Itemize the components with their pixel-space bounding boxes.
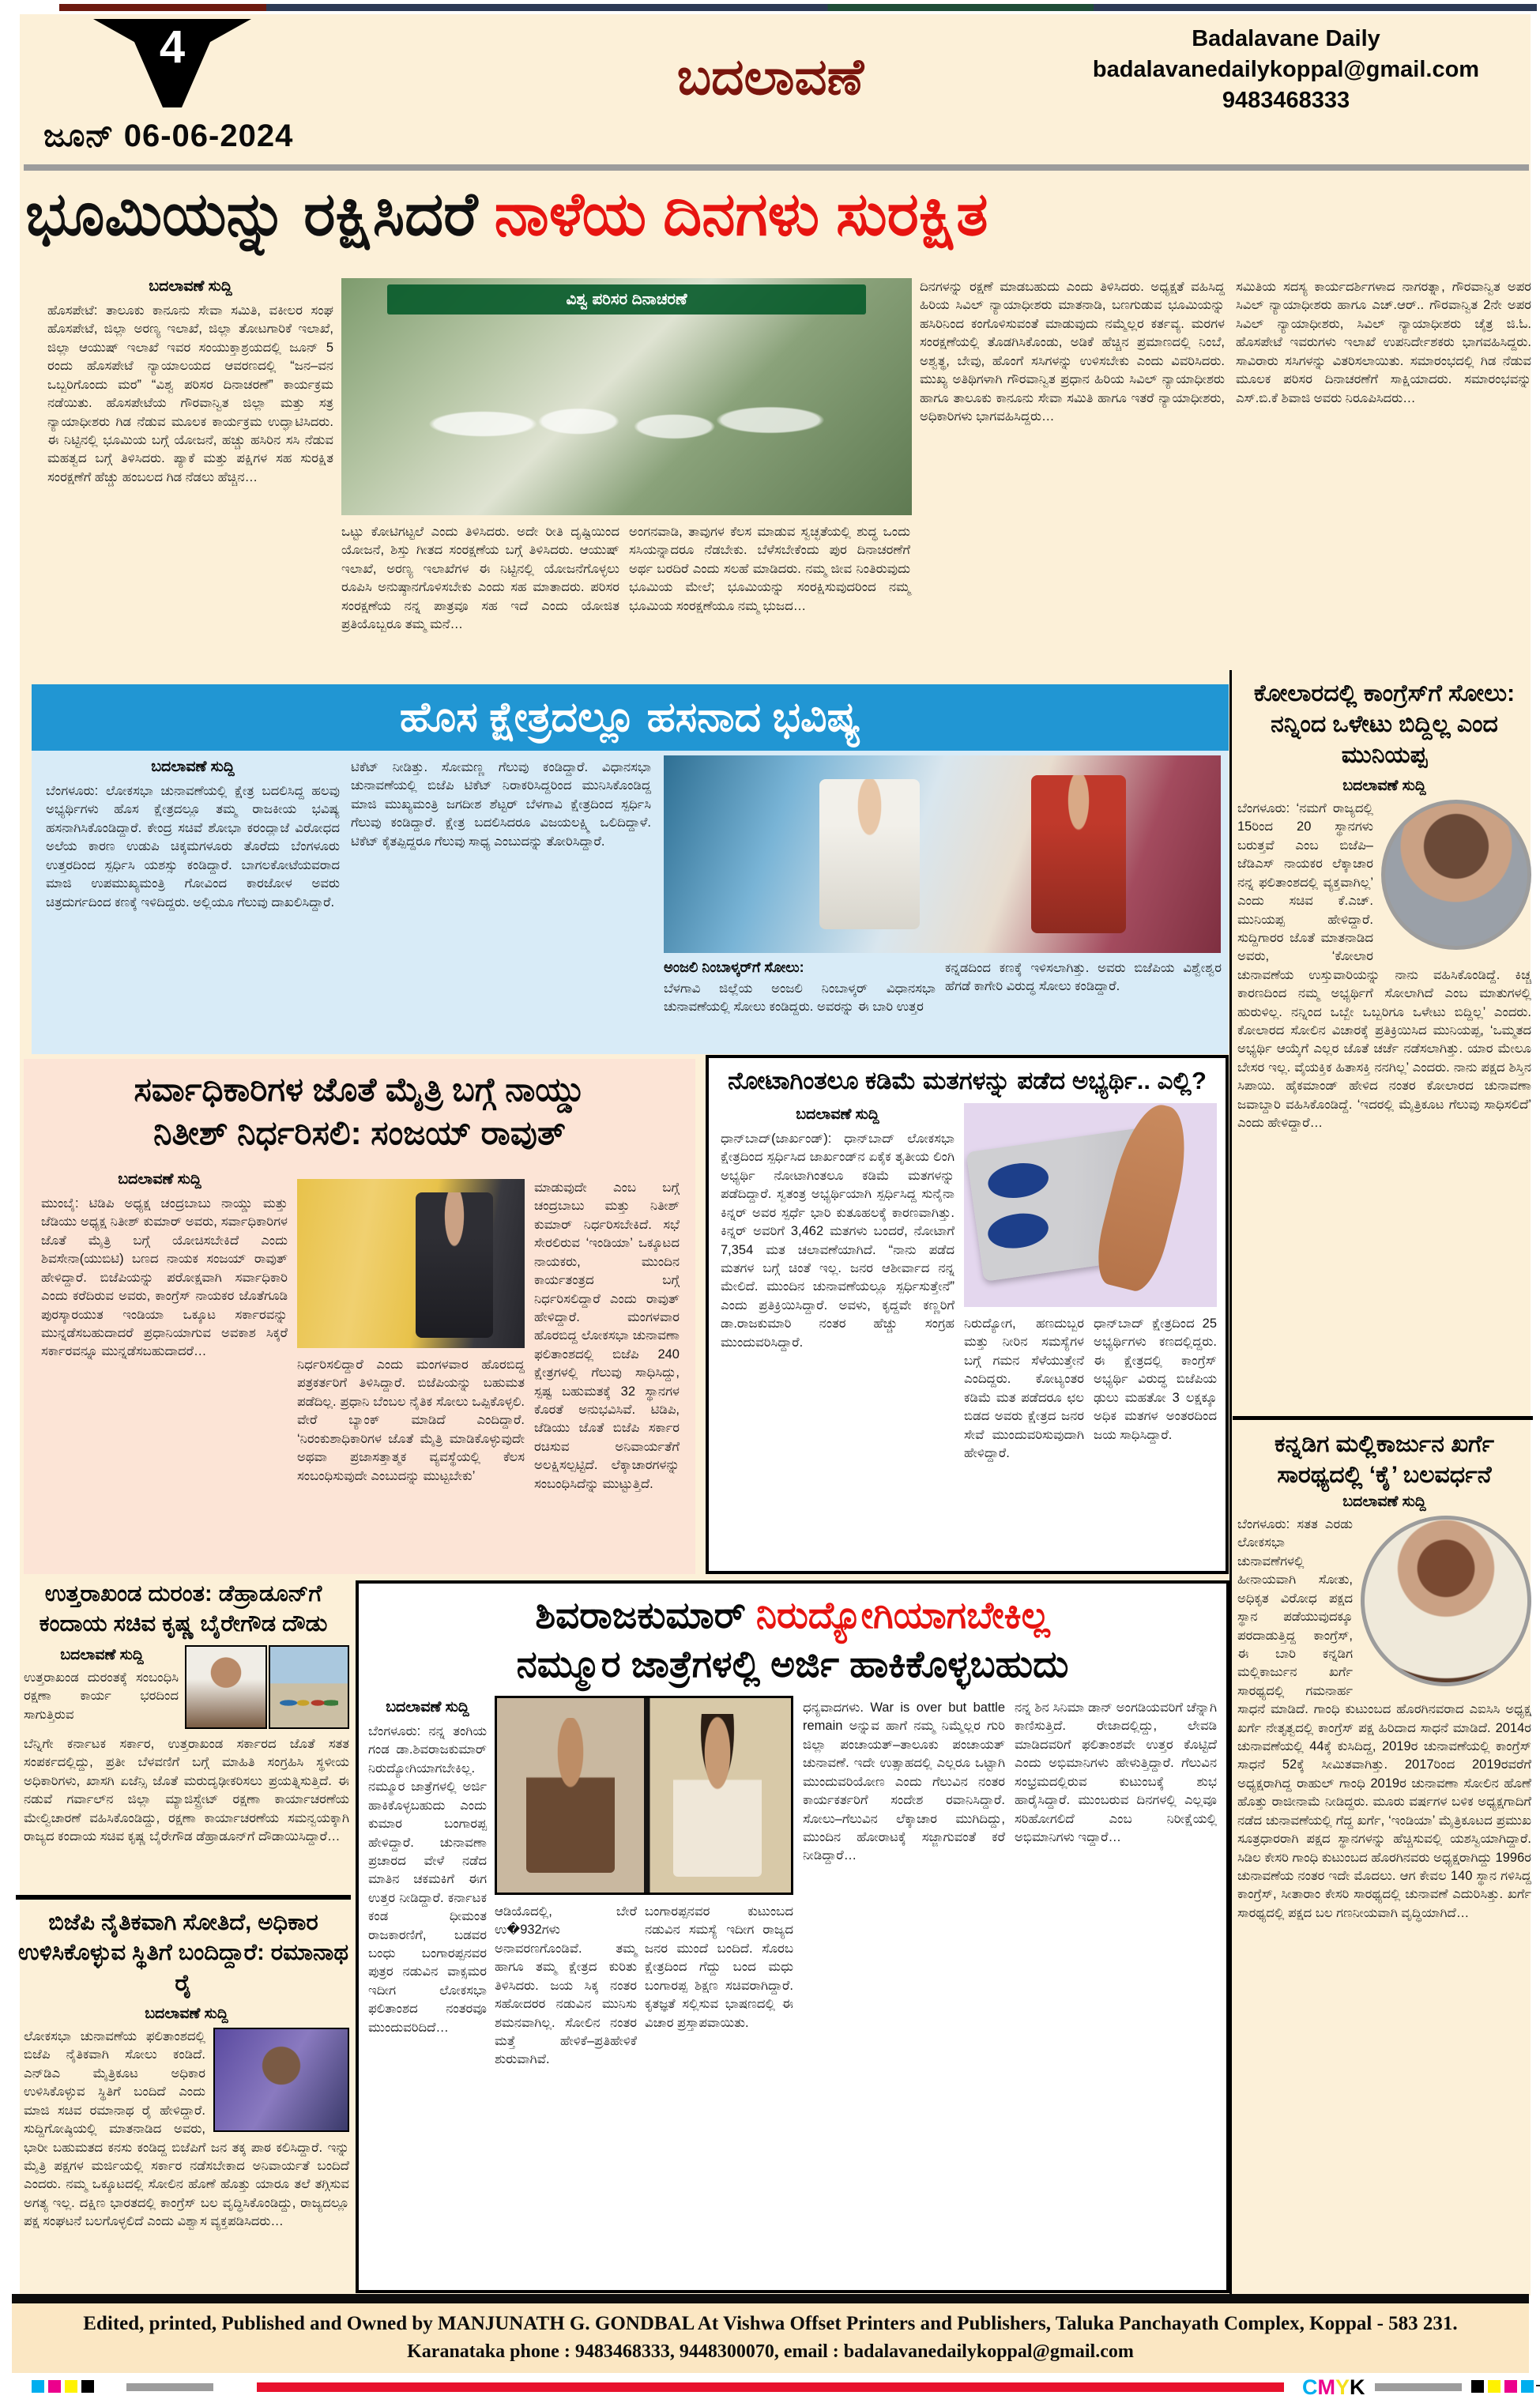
black-swatch (81, 2380, 94, 2393)
kharge-byline: ಬದಲಾವಣೆ ಸುದ್ದಿ (1342, 1493, 1426, 1510)
lead-byline: ಬದಲಾವಣೆ ಸುದ್ದಿ (149, 278, 232, 295)
footer-line2: Karanataka phone : 9483468333, 9448300070, email : badalavanedailykoppal@gmail.com (407, 2341, 1134, 2362)
raut-photo (297, 1179, 525, 1348)
shivaraj-col4: ನನ್ನ ಶಿನ ಸಿನಿಮಾ ಡಾನ್ ಅಂಗಡಿಯವರಿಗೆ ಚೆನ್ನಾಗಿ ಕಾಣಿಸುತ್ತಿದೆ. ರೇಜಾದಲ್ಲಿದ್ದು, ಲೇವಡಿ ಮಾಡಿದವರಿಗೆ ಫಲಿತಾಂಶವೇ ಉತ್ತರ ಕೊಟ್ಟಿದೆ ಎಂದು ಅಭಿಮಾನಿಗಳು ಹೇಳುತ್ತಿದ್ದಾರೆ. ಗೆಲುವಿನ ಸಂಭ್ರಮದಲ್ಲಿರುವ ಕುಟುಂಬಕ್ಕೆ ಶುಭ ಹಾರೈಸಿದ್ದಾರೆ. ಮುಂಬರುವ ದಿನಗಳಲ್ಲಿ ಎಲ್ಲವೂ ಸರಿಹೋಗಲಿದೆ ಎಂಬ ನಿರೀಕ್ಷೆಯಲ್ಲಿ ಅಭಿಮಾನಿಗಳು ಇದ್ದಾರೆ… (1015, 1701, 1217, 1844)
gray-calibration-bar-right (1375, 2383, 1462, 2391)
shivaraj-headline-black: ಶಿವರಾಜಕುಮಾರ್ (535, 1594, 756, 1636)
nota-col2b: ಧಾನ್‌ಬಾದ್ ಕ್ಷೇತ್ರದಿಂದ 25 ಅಭ್ಯರ್ಥಿಗಳು ಕಣದಲ್ಲಿದ್ದರು. ಈ ಕ್ಷೇತ್ರದಲ್ಲಿ ಕಾಂಗ್ರೆಸ್ ಅಭ್ಯರ್ಥಿ ವಿರುದ್ಧ ಬಿಜೆಪಿಯ ಢುಲು ಮಹತೋ 3 ಲಕ್ಷಕ್ಕೂ ಅಧಿಕ ಮತಗಳ ಅಂತರದಿಂದ ಜಯ ಸಾಧಿಸಿದ್ದಾರೆ. (1094, 1316, 1217, 1442)
raut-headline-l2: ನಿತೀಶ್ ನಿರ್ಧರಿಸಲಿ: ಸಂಜಯ್ ರಾವುತ್ (153, 1113, 566, 1151)
newfield-photo-speaker-left (819, 779, 920, 929)
uttarakhand-photo-rescue (269, 1645, 349, 1729)
gray-calibration-bar-left (126, 2383, 213, 2391)
top-registration-strip (59, 4, 1537, 11)
rescue-figures (280, 1692, 338, 1719)
newfield-subhead: ಅಂಜಲಿ ನಿಂಬಾಳ್ಕರ್‌ಗೆ ಸೋಲು: (664, 959, 804, 975)
red-registration-bar (257, 2382, 1284, 2392)
shivaraj-headline-l2: ನಮ್ಮೂರ ಜಾತ್ರೆಗಳಲ್ಲಿ ಅರ್ಜಿ ಹಾಕಿಕೊಳ್ಳಬಹುದು (516, 1643, 1069, 1685)
brand-name: Badalavane Daily (1192, 26, 1380, 51)
kolar-body: ಬೆಂಗಳೂರು: ‘ನಮಗೆ ರಾಜ್ಯದಲ್ಲಿ 15ರಿಂದ 20 ಸ್ಥಾನಗಳು ಬರುತ್ತವೆ ಎಂಬ ಬಿಜೆಪಿ–ಜೆಡಿಎಸ್ ನಾಯಕರ ಲೆಕ್ಕಾಚಾರ ನನ್ನ ಫಲಿತಾಂಶದಲ್ಲಿ ವ್ಯಕ್ತವಾಗಿಲ್ಲ’ ಎಂದು ಸಚಿವ ಕೆ.ಎಚ್. ಮುನಿಯಪ್ಪ ಹೇಳಿದ್ದಾರೆ. ಸುದ್ದಿಗಾರರ ಜೊತೆ ಮಾತನಾಡಿದ ಅವರು, ‘ಕೋಲಾರ ಚುನಾವಣೆಯ ಉಸ್ತುವಾರಿಯನ್ನು ನಾನು ವಹಿಸಿಕೊಂಡಿದ್ದೆ. ಕಿಚ್ಚ ಕಾರಣದಿಂದ ನಮ್ಮ ಅಭ್ಯರ್ಥಿಗೆ ಸೋಲಾಗಿದೆ ಎಂಬ ಮಾತುಗಳಲ್ಲಿ ಹುರುಳಿಲ್ಲ. ನನ್ನಿಂದ ಒಬ್ಬೇ ಒಬ್ಬರಿಗೂ ಒಳೇಟು ಬಿದ್ದಿಲ್ಲ’ ಎಂದರು. ಕೋಲಾರದ ಸೋಲಿನ ವಿಚಾರಕ್ಕೆ ಪ್ರತಿಕ್ರಿಯಿಸಿದ ಮುನಿಯಪ್ಪ, ‘ಒಮ್ಮತದ ಅಭ್ಯರ್ಥಿ ಆಯ್ಕೆಗೆ ಎಲ್ಲರ ಜೊತೆ ಚರ್ಚೆ ನಡೆಸಲಾಗಿತ್ತು. ಯಾರ ಮೇಲೂ ಬೇಸರ ಇಲ್ಲ. ವೈಯಕ್ತಿಕ ಹಿತಾಸಕ್ತಿ ನನಗಿಲ್ಲ’ ಎಂದರು. ನಾನು ಪಕ್ಷದ ಶಿಸ್ತಿನ ಸಿಪಾಯಿ. ಹೈಕಮಾಂಡ್ ಹೇಳಿದ ನಂತರ ಕೋಲಾರದ ಚುನಾವಣಾ ಜವಾಬ್ದಾರಿ ವಹಿಸಿಕೊಂಡಿದ್ದೆ. ‘ಇದರಲ್ಲಿ ಮೈತ್ರಿಕೂಟ ಗೆಲುವು ಸಾಧಿಸಲಿದೆ’ ಎಂದು ಹೇಳಿದ್ದಾರೆ… (1237, 801, 1531, 1131)
right-rail-divider (1229, 670, 1232, 2296)
newfield-col2: ಟಿಕೆಟ್ ನೀಡಿತ್ತು. ಸೋಮಣ್ಣ ಗೆಲುವು ಕಂಡಿದ್ದಾರೆ. ವಿಧಾನಸಭಾ ಚುನಾವಣೆಯಲ್ಲಿ ಬಿಜೆಪಿ ಟಿಕೆಟ್ ನಿರಾಕರಿಸಿದ್ದರಿಂದ ಮುನಿಸಿಕೊಂಡಿದ್ದ ಮಾಜಿ ಮುಖ್ಯಮಂತ್ರಿ ಜಗದೀಶ ಶೆಟ್ಟರ್ ಬೆಳಗಾವಿ ಕ್ಷೇತ್ರದಿಂದ ಸ್ಪರ್ಧಿಸಿ ಗೆಲುವು ಕಂಡಿದ್ದಾರೆ. ಕ್ಷೇತ್ರ ಬದಲಿಸಿದರೂ ವಿಜಯಲಕ್ಷ್ಮಿ ಒಲಿದಿದ್ದಾಳೆ. ಟಿಕೆಟ್ ಕೈತಪ್ಪಿದ್ದರೂ ಗೆಲುವು ಸಾಧ್ಯ ಎಂಬುದನ್ನು ತೋರಿಸಿದ್ದಾರೆ. (351, 760, 651, 849)
brand-email: badalavanedailykoppal@gmail.com (1092, 57, 1480, 83)
right-rail-rule (1233, 1416, 1533, 1420)
rai-photo (213, 2028, 349, 2132)
raut-byline: ಬದಲಾವಣೆ ಸುದ್ದಿ (118, 1171, 201, 1188)
lead-col2: ಒಟ್ಟು ಕೋಟಿಗಟ್ಟಲೆ ಎಂದು ತಿಳಿಸಿದರು. ಅದೇ ರೀತಿ ದೃಷ್ಟಿಯಿಂದ ಯೋಜನೆ, ಶಿಸ್ತು ಗೀತದ ಸಂರಕ್ಷಣೆಯ ಬಗ್ಗೆ ತಿಳಿಸಿದರು. ಆಯುಷ್ ಇಲಾಖೆ, ಅರಣ್ಯ ಇಲಾಖೆಗಳ ಈ ನಿಟ್ಟಿನಲ್ಲಿ ಯೋಜನೆಗೊಳ್ಳಲು ರೂಪಿಸಿ ಅನುಷ್ಠಾನಗೊಳಿಸಬೇಕು ಎಂದು ಸಹ ಮಾತಾದರು. ಪರಿಸರ ಸಂರಕ್ಷಣೆಯ ನನ್ನ ಪಾತ್ರವೂ ಸಹ ಇದೆ ಎಂದು ಯೋಜಿತ ಪ್ರತಿಯೊಬ್ಬರೂ ತಮ್ಮ ಮನೆ… (341, 525, 619, 632)
uttarakhand-body-b: ಬೆನ್ನಿಗೇ ಕರ್ನಾಟಕ ಸರ್ಕಾರ, ಉತ್ತರಾಖಂಡ ಸರ್ಕಾರದ ಜೊತೆ ಸತತ ಸಂಪರ್ಕದಲ್ಲಿದ್ದು, ಪ್ರತೀ ಬೆಳವಣಿಗೆ ಬಗ್ಗೆ ಮಾಹಿತಿ ಸಂಗ್ರಹಿಸಿ ಸ್ಥಳೀಯ ಅಧಿಕಾರಿಗಳು, ಖಾಸಗಿ ಏಜೆನ್ಸಿ ಜೊತೆ ಮರುದೃಢೀಕರಿಸಲು ಪ್ರಯತ್ನಿಸುತ್ತಿದೆ. ಈ ನಡುವೆ ಗರ್ವಾಲ್‌ನ ಜಿಲ್ಲಾ ಮ್ಯಾಜಿಸ್ಟ್ರೇಟ್ ರಕ್ಷಣಾ ಕಾರ್ಯಾಚರಣೆಯ ಮೇಲ್ವಿಚಾರಣೆ ವಹಿಸಿಕೊಂಡಿದ್ದು, ರಕ್ಷಣಾ ಕಾರ್ಯಾಚರಣೆಯ ಸಮನ್ವಯಕ್ಕಾಗಿ ರಾಜ್ಯದ ಕಂದಾಯ ಸಚಿವ ಕೃಷ್ಣ ಬೈರೇಗೌಡ ಡೆಹ್ರಾಡೂನ್‌ಗೆ ದೌಡಾಯಿಸಿದ್ದಾರೆ… (24, 1737, 349, 1844)
shivaraj-headline-l1 (363, 1593, 1222, 1638)
rai-body-wrap (24, 2028, 349, 2288)
lead-photo-crowd (387, 385, 866, 515)
nota-col2a: ನಿರುದ್ಯೋಗ, ಹಣದುಬ್ಬರ ಮತ್ತು ನೀರಿನ ಸಮಸ್ಯೆಗಳ ಬಗ್ಗೆ ಗಮನ ಸೆಳೆಯುತ್ತೇನೆ ಎಂದಿದ್ದರು. ಕೋಟ್ಯಂತರ ಕಡಿಮೆ ಮತ ಪಡೆದರೂ ಛಲ ಬಿಡದ ಅವರು ಕ್ಷೇತ್ರದ ಜನರ ಸೇವೆ ಮುಂದುವರಿಸುವುದಾಗಿ ಹೇಳಿದ್ದಾರೆ. (964, 1316, 1084, 1460)
newfield-headline: ಹೊಸ ಕ್ಷೇತ್ರದಲ್ಲೂ ಹಸನಾದ ಭವಿಷ್ಯ (32, 684, 1229, 751)
registration-marks (32, 2375, 1533, 2403)
raut-col2: ನಿರ್ಧರಿಸಲಿದ್ದಾರೆ ಎಂದು ಮಂಗಳವಾರ ಹೊರಬಿದ್ದ ಪತ್ರಕರ್ತರಿಗೆ ತಿಳಿಸಿದ್ದಾರೆ. ಬಿಜೆಪಿಯನ್ನು ಬಹುಮತ ಪಡೆದಿಲ್ಲ. ಪ್ರಧಾನಿ ಬೆಂಬಲ ನೈತಿಕ ಸೋಲು ಒಪ್ಪಿಕೊಳ್ಳಲಿ. ವೇರೆ ಬ್ಯಾಂಕ್ ಮಾಡಿದೆ ಎಂದಿದ್ದಾರೆ. ‘ನಿರಂಕುಶಾಧಿಕಾರಿಗಳ ಜೊತೆ ಮೈತ್ರಿ ಮಾಡಿಕೊಳ್ಳುವುದೇ ಅಥವಾ ಪ್ರಜಾಸತ್ತಾತ್ಮಕ ವ್ಯವಸ್ಥೆಯಲ್ಲಿ ಕೆಲಸ ಸಂಬಂಧಿಸುವುದೇ ಎಂಬುದನ್ನು ಮುಟ್ಟಬೇಕು’ (297, 1358, 525, 1483)
newfield-col1: ಬೆಂಗಳೂರು: ಲೋಕಸಭಾ ಚುನಾವಣೆಯಲ್ಲಿ ಕ್ಷೇತ್ರ ಬದಲಿಸಿದ್ದ ಹಲವು ಅಭ್ಯರ್ಥಿಗಳು ಹೊಸ ಕ್ಷೇತ್ರದಲ್ಲೂ ತಮ್ಮ ರಾಜಕೀಯ ಭವಿಷ್ಯ ಹಸನಾಗಿಸಿಕೊಂಡಿದ್ದಾರೆ. ಕೇಂದ್ರ ಸಚಿವೆ ಶೋಭಾ ಕರಂದ್ಲಾಜೆ ವಿರೋಧದ ಅಲೆಯ ಕಾರಣ ಉಡುಪಿ ಚಿಕ್ಕಮಗಳೂರು ತೊರೆದು ಬೆಂಗಳೂರು ಉತ್ತರದಿಂದ ಸ್ಪರ್ಧಿಸಿ ಯಶಸ್ಸು ಕಂಡಿದ್ದಾರೆ. ಬಾಗಲಕೋಟೆಯವರಾದ ಮಾಜಿ ಉಪಮುಖ್ಯಮಂತ್ರಿ ಗೋವಿಂದ ಕಾರಜೋಳ ಅವರು ಚಿತ್ರದುರ್ಗದಿಂದ ಕಣಕ್ಕೆ ಇಳಿದಿದ್ದರು. ಅಲ್ಲಿಯೂ ಗೆಲುವು ದಾಖಲಿಸಿದ್ದಾರೆ. (46, 784, 340, 910)
lead-col3: ಅಂಗನವಾಡಿ, ತಾವುಗಳ ಕೆಲಸ ಮಾಡುವ ಸ್ವಚ್ಛತೆಯಲ್ಲಿ ಶುದ್ಧ ಒಂದು ಸಸಿಯನ್ನಾದರೂ ನೆಡಬೇಕು. ಬೆಳೆಸಬೇಕೆಂದು ಪುರ ದಿನಾಚರಣೆಗೆ ಅರ್ಥ ಬರದಿರೆ ಎಂದು ಸಲಹೆ ಮಾಡಿದರು. ನಮ್ಮ ಜೀವ ನಿಂತಿರುವುದು ಭೂಮಿಯ ಮೇಲೆ; ಭೂಮಿಯನ್ನು ಸಂರಕ್ಷಿಸುವುದರಿಂದ ನಮ್ಮ ಭೂಮಿಯ ಸಂರಕ್ಷಣೆಯೂ ನಮ್ಮ ಭುಜದ… (629, 525, 910, 613)
yellow-swatch-right (1488, 2380, 1500, 2393)
kolar-body-wrap (1237, 800, 1531, 1410)
rai-byline: ಬದಲಾವಣೆ ಸುದ್ದಿ (145, 2006, 228, 2022)
cmyk-c: C (1302, 2375, 1318, 2399)
magenta-swatch (48, 2380, 61, 2393)
uttarakhand-body-a: ಉತ್ತರಾಖಂಡ ದುರಂತಕ್ಕೆ ಸಂಬಂಧಿಸಿ ರಕ್ಷಣಾ ಕಾರ್ಯ ಭರದಿಂದ ಸಾಗುತ್ತಿರುವ (24, 1670, 179, 1722)
shivaraj-col3: ಧನ್ಯವಾದಗಳು. War is over but battle remain ಅನ್ನುವ ಹಾಗೆ ನಮ್ಮ ನಿಮ್ಮೆಲ್ಲರ ಗುರಿ ಜಿಲ್ಲಾ ಪಂಚಾಯತ್–ತಾಲೂಕು ಪಂಚಾಯತ್ ಚುನಾವಣೆ. ಇದೇ ಉತ್ಸಾಹದಲ್ಲಿ ಎಲ್ಲರೂ ಒಟ್ಟಾಗಿ ಮುಂದುವರಿಯೋಣ ಎಂದು ಗೆಲುವಿನ ನಂತರ ಕಾರ್ಯಕರ್ತರಿಗೆ ಸಂದೇಶ ರವಾನಿಸಿದ್ದಾರೆ. ಸೋಲು–ಗೆಲುವಿನ ಲೆಕ್ಕಾಚಾರ ಮುಗಿದಿದ್ದು, ಮುಂದಿನ ಹೋರಾಟಕ್ಕೆ ಸಜ್ಜಾಗುವಂತೆ ಕರೆ ನೀಡಿದ್ದಾರೆ… (803, 1701, 1005, 1863)
yellow-swatch (65, 2380, 77, 2393)
lead-headline-black: ಭೂಮಿಯನ್ನು ರಕ್ಷಿಸಿದರೆ (25, 181, 495, 248)
shivaraj-byline: ಬದಲಾವಣೆ ಸುದ್ದಿ (386, 1699, 469, 1716)
cmyk-k: K (1350, 2375, 1365, 2399)
lead-col1: ಹೊಸಪೇಟೆ: ತಾಲೂಕು ಕಾನೂನು ಸೇವಾ ಸಮಿತಿ, ವಕೀಲರ ಸಂಘ ಹೊಸಪೇಟೆ, ಜಿಲ್ಲಾ ಅರಣ್ಯ ಇಲಾಖೆ, ಜಿಲ್ಲಾ ತೋಟಗಾರಿಕೆ ಇಲಾಖೆ, ಜಿಲ್ಲಾ ಆಯುಷ್ ಇಲಾಖೆ ಇವರ ಸಂಯುಕ್ತಾಶ್ರಯದಲ್ಲಿ ಜೂನ್ 5 ರಂದು ಹೊಸಪೇಟೆ ನ್ಯಾಯಾಲಯದ ಆವರಣದಲ್ಲಿ “ಜನ–ವನ ಒಬ್ಬರಿಗೊಂದು ಮರ” “ವಿಶ್ವ ಪರಿಸರ ದಿನಾಚರಣೆ” ಕಾರ್ಯಕ್ರಮ ನಡೆಯಿತು. ಹೊಸಪೇಟೆಯ ಗೌರವಾನ್ವಿತ ಜಿಲ್ಲಾ ಮತ್ತು ಸತ್ರ ನ್ಯಾಯಾಧೀಶರು ಗಿಡ ನೆಡುವ ಮೂಲಕ ಕಾರ್ಯಕ್ರಮ ಉದ್ಘಾಟಿಸಿದರು. ಈ ನಿಟ್ಟಿನಲ್ಲಿ ಭೂಮಿಯ ಬಗ್ಗೆ ಯೋಜನೆ, ಹಚ್ಚು ಹಸಿರಿನ ಸಸಿ ನೆಡುವ ಮಹತ್ವದ ಬಗ್ಗೆ ತಿಳಿಸಿದರು. ಪ್ಯಾಕೆ ಮತ್ತು ಪಕ್ಷಿಗಳ ಸಹ ಸುರಕ್ಷಿತ ಸಂರಕ್ಷಣೆಗೆ ಹೆಚ್ಚು ಹಂಬಲದ ಗಿಡ ನೆಡಲು ಹೆಚ್ಚಿನ… (47, 303, 333, 484)
raut-headline-l1: ಸರ್ವಾಧಿಕಾರಿಗಳ ಜೊತೆ ಮೈತ್ರಿ ಬಗ್ಗೆ ನಾಯ್ಡು (134, 1071, 586, 1108)
newfield-photo (664, 755, 1221, 953)
lead-headline (25, 180, 1531, 250)
kharge-headline: ಕನ್ನಡಿಗ ಮಲ್ಲಿಕಾರ್ಜುನ ಖರ್ಗೆ ಸಾರಥ್ಯದಲ್ಲಿ ‘ಕೈ’ ಬಲವರ್ಧನೆ (1274, 1431, 1495, 1488)
kolar-headline: ಕೋಲಾರದಲ್ಲಿ ಕಾಂಗ್ರೆಸ್‌ಗೆ ಸೋಲು: ನನ್ನಿಂದ ಒಳೇಟು ಬಿದ್ದಿಲ್ಲ ಎಂದ ಮುನಿಯಪ್ಪ (1253, 680, 1516, 768)
nota-headline: ನೋಟಾಗಿಂತಲೂ ಕಡಿಮೆ ಮತಗಳನ್ನು ಪಡೆದ ಅಭ್ಯರ್ಥಿ.. ಎಲ್ಲಿ? (728, 1067, 1207, 1094)
uttarakhand-headline: ಉತ್ತರಾಖಂಡ ದುರಂತ: ಡೆಹ್ರಾಡೂನ್‌ಗೆ ಕಂದಾಯ ಸಚಿವ ಕೃಷ್ಣ ಬೈರೇಗೌಡ ದೌಡು (39, 1581, 328, 1637)
shivaraj-col2b: ಬಂಗಾರಪ್ಪನವರ ಕುಟುಂಬದ ನಡುವಿನ ಸಮಸ್ಯೆ ಇದೀಗ ರಾಜ್ಯದ ಜನರ ಮುಂದೆ ಬಂದಿದೆ. ಸೊರಬ ಕ್ಷೇತ್ರದಿಂದ ಗೆದ್ದು ಬಂದ ಮಧು ಬಂಗಾರಪ್ಪ ಶಿಕ್ಷಣ ಸಚಿವರಾಗಿದ್ದಾರೆ. ಕೃತಜ್ಞತೆ ಸಲ್ಲಿಸುವ ಭಾಷಣದಲ್ಲಿ ಈ ವಿಚಾರ ಪ್ರಸ್ತಾಪವಾಯಿತು. (645, 1904, 793, 2030)
lead-col5: ಸಮಿತಿಯ ಸದಸ್ಯ ಕಾರ್ಯದರ್ಶಿಗಳಾದ ನಾಗರತ್ನಾ, ಗೌರವಾನ್ವಿತ ಅಪರ ಸಿವಿಲ್ ನ್ಯಾಯಾಧೀಶರು ಹಾಗೂ ಎಚ್.ಆರ್.. ಗೌರವಾನ್ವಿತ 2ನೇ ಅಪರ ಸಿವಿಲ್ ನ್ಯಾಯಾಧೀಶರು, ಸಿವಿಲ್ ನ್ಯಾಯಾಧೀಶರು ಚೈತ್ರ ಜಿ.ಓ. ಹೊಸಪೇಟೆ ಇವರುಗಳು ಇಲಾಖೆ ಉಪನಿರ್ದೇಶಕರು ಭಾಗವಹಿಸಿದ್ದರು. ಸಾವಿರಾರು ಸಸಿಗಳನ್ನು ವಿತರಿಸಲಾಯಿತು. ಸಮಾರಂಭದಲ್ಲಿ ಗಿಡ ನೆಡುವ ಮೂಲಕ ಪರಿಸರ ದಿನಾಚರಣೆಗೆ ಸಾಕ್ಷಿಯಾದರು. ಸಮಾರಂಭವನ್ನು ಎಸ್.ಬಿ.ಕೆ ಶಿವಾಜಿ ಅವರು ನಿರೂಪಿಸಿದರು… (1236, 280, 1531, 405)
kharge-photo (1361, 1516, 1531, 1686)
brand-phone: 9483468333 (1222, 88, 1350, 114)
masthead-title: ಬದಲಾವಣೆ (676, 48, 864, 105)
page-number: 4 (159, 21, 186, 73)
lead-headline-red: ನಾಳೆಯ ದಿನಗಳು ಸುರಕ್ಷಿತ (494, 181, 988, 248)
black-swatch-right (1471, 2380, 1484, 2393)
shivaraj-col2a: ಆಡಿಯೊದಲ್ಲಿ, ಬೇರೆ ಉ�932ಗಳು ಅನಾವರಣಗೊಂಡಿವೆ. ತಮ್ಮ ಹಾಗೂ ತಮ್ಮ ಕ್ಷೇತ್ರದ ಕುರಿತು ತಿಳಿಸಿದರು. ಜಯ ಸಿಕ್ಕ ನಂತರ ಸಹೋದರರ ನಡುವಿನ ಮುನಿಸು ಶಮನವಾಗಿಲ್ಲ. ಸೋಲಿನ ನಂತರ ಮತ್ತೆ ಹೇಳಿಕೆ–ಪ್ರತಿಹೇಳಿಕೆ ಶುರುವಾಗಿವೆ. (495, 1904, 637, 2067)
uttarakhand-byline: ಬದಲಾವಣೆ ಸುದ್ದಿ (60, 1647, 144, 1663)
raut-col3: ಮಾಡುವುದೇ ಎಂಬ ಬಗ್ಗೆ ಚಂದ್ರಬಾಬು ಮತ್ತು ನಿತೀಶ್ ಕುಮಾರ್ ನಿರ್ಧರಿಸಬೇಕಿದೆ. ಸಭೆ ಸೇರಲಿರುವ ‘ಇಂಡಿಯಾ’ ಒಕ್ಕೂಟದ ನಾಯಕರು, ಮುಂದಿನ ಕಾರ್ಯತಂತ್ರದ ಬಗ್ಗೆ ನಿರ್ಧರಿಸಲಿದ್ದಾರೆ ಎಂದು ರಾವುತ್ ಹೇಳಿದ್ದಾರೆ. ಮಂಗಳವಾರ ಹೊರಬಿದ್ದ ಲೋಕಸಭಾ ಚುನಾವಣಾ ಫಲಿತಾಂಶದಲ್ಲಿ ಬಿಜೆಪಿ 240 ಕ್ಷೇತ್ರಗಳಲ್ಲಿ ಗೆಲುವು ಸಾಧಿಸಿದ್ದು, ಸ್ಪಷ್ಟ ಬಹುಮತಕ್ಕೆ 32 ಸ್ಥಾನಗಳ ಕೊರತೆ ಅನುಭವಿಸಿವೆ. ಟಿಡಿಪಿ, ಜೆಡಿಯು ಜೊತೆ ಬಿಜೆಪಿ ಸರ್ಕಾರ ರಚಿಸುವ ಅನಿವಾರ್ಯತೆಗೆ ಅಲಕ್ಷಿಸಲ್ಪಟ್ಟಿದೆ. ಲೆಕ್ಕಾಚಾರಗಳನ್ನು ಸಂಬಂಧಿಸಿದೆನ್ನು ಮುಟ್ಟುತ್ತಿದೆ. (534, 1181, 680, 1491)
nota-photo (964, 1103, 1217, 1307)
newfield-byline: ಬದಲಾವಣೆ ಸುದ್ದಿ (151, 759, 235, 775)
masthead-rule (24, 164, 1529, 171)
footer-black-bar (12, 2294, 1529, 2303)
raut-photo-figure (416, 1192, 493, 1338)
upendra-portrait (673, 1714, 762, 1878)
kharge-body-wrap (1237, 1516, 1531, 2292)
kolar-byline: ಬದಲಾವಣೆ ಸುದ್ದಿ (1342, 778, 1426, 794)
lead-col4: ದಿನಗಳನ್ನು ರಕ್ಷಣೆ ಮಾಡಬಹುದು ಎಂದು ತಿಳಿಸಿದರು. ಅಧ್ಯಕ್ಷತೆ ವಹಿಸಿದ್ದ ಹಿರಿಯ ಸಿವಿಲ್ ನ್ಯಾಯಾಧೀಶರು ಮಾತನಾಡಿ, ಬಣಗುಡುವ ಭೂಮಿಯನ್ನು ಹಸಿರಿನಿಂದ ಕಂಗೊಳಿಸುವಂತೆ ಮಾಡುವುದು ನಮ್ಮೆಲ್ಲರ ಕರ್ತವ್ಯ. ಮರಗಳ ಸಂರಕ್ಷಣೆಯಲ್ಲಿ ತೊಡಗಿಸಿಕೊಂಡು, ಅಡಿಕೆ ಹೆಚ್ಚಿನ ಪ್ರಮಾಣದಲ್ಲಿ ನಿಂಬೆ, ಅಶ್ವತ್ಥ, ಬೇವು, ಹೊಂಗೆ ಸಸಿಗಳನ್ನು ಉಳಿಸಬೇಕು ಎಂದು ವಿವರಿಸಿದರು. ಮುಖ್ಯ ಅತಿಥಿಗಳಾಗಿ ಗೌರವಾನ್ವಿತ ಪ್ರಧಾನ ಹಿರಿಯ ಸಿವಿಲ್ ನ್ಯಾಯಾಧೀಶರು ಹಾಗೂ ತಾಲೂಕು ಕಾನೂನು ಸೇವಾ ಸಮಿತಿ ಹಾಗೂ ಇತರೆ ನ್ಯಾಯಾಧೀಶರು, ಅಧಿಕಾರಿಗಳು ಭಾಗವಹಿಸಿದ್ದರು… (920, 280, 1225, 424)
footer-imprint (12, 2303, 1529, 2373)
kharge-body: ಬೆಂಗಳೂರು: ಸತತ ಎರಡು ಲೋಕಸಭಾ ಚುನಾವಣೆಗಳಲ್ಲಿ ಹೀನಾಯವಾಗಿ ಸೋತು, ಅಧಿಕೃತ ವಿರೋಧ ಪಕ್ಷದ ಸ್ಥಾನ ಪಡೆಯುವುದಕ್ಕೂ ಪರದಾಡುತ್ತಿದ್ದ ಕಾಂಗ್ರೆಸ್, ಈ ಬಾರಿ ಕನ್ನಡಿಗ ಮಲ್ಲಿಕಾರ್ಜುನ ಖರ್ಗೆ ಸಾರಥ್ಯದಲ್ಲಿ ಗಮನಾರ್ಹ ಸಾಧನೆ ಮಾಡಿದೆ. ಗಾಂಧಿ ಕುಟುಂಬದ ಹೊರಗಿನವರಾದ ಎಐಸಿಸಿ ಅಧ್ಯಕ್ಷ ಖರ್ಗೆ ನೇತೃತ್ವದಲ್ಲಿ ಕಾಂಗ್ರೆಸ್ ಪಕ್ಷ ಹಿರಿದಾದ ಸಾಧನೆ ಮಾಡಿದೆ. 2014ರ ಚುನಾವಣೆಯಲ್ಲಿ 44ಕ್ಕೆ ಕುಸಿದಿದ್ದ, 2019ರ ಚುನಾವಣೆಯಲ್ಲಿ ಕಾಂಗ್ರೆಸ್ ಸಾಧನೆ 52ಕ್ಕೆ ಸೀಮಿತವಾಗಿತ್ತು. 2017ರಿಂದ 2019ರವರೆಗೆ ಅಧ್ಯಕ್ಷರಾಗಿದ್ದ ರಾಹುಲ್ ಗಾಂಧಿ 2019ರ ಚುನಾವಣಾ ಸೋಲಿನ ಹೊಣೆ ಹೊತ್ತು ರಾಜೀನಾಮೆ ನೀಡಿದ್ದರು. ಮೂರು ವರ್ಷಗಳ ಬಳಿಕ ಅಧ್ಯಕ್ಷಗಾದಿಗೆ ನಡೆದ ಚುನಾವಣೆಯಲ್ಲಿ ಗೆದ್ದ ಖರ್ಗೆ, ‘ಇಂಡಿಯಾ’ ಮೈತ್ರಿಕೂಟದ ಪ್ರಮುಖ ಸೂತ್ರಧಾರರಾಗಿ ಪಕ್ಷದ ಸ್ಥಾನಗಳನ್ನು ಹೆಚ್ಚಿಸುವಲ್ಲಿ ಯಶಸ್ವಿಯಾಗಿದ್ದಾರೆ. ಸಿಡಿಲ ಕೇಸರಿ ಗಾಂಧಿ ಕುಟುಂಬದ ಹೊರಗಿನವರು ಅಧ್ಯಕ್ಷರಾಗಿದ್ದು 1996ರ ಚುನಾವಣೆಯ ನಂತರ ಇದೇ ಮೊದಲು. ಆಗ ಕೇವಲ 140 ಸ್ಥಾನ ಗಳಿಸಿದ್ದ ಕಾಂಗ್ರೆಸ್, ಸೀತಾರಾಂ ಕೇಸರಿ ಸಾರಥ್ಯದಲ್ಲಿ ಚುನಾವಣೆ ಎದುರಿಸಿತ್ತು. ಖರ್ಗೆ ಸಾರಥ್ಯದಲ್ಲಿ ಪಕ್ಷದ ಬಲ ಗಣನೀಯವಾಗಿ ವೃದ್ಧಿಯಾಗಿದೆ… (1237, 1517, 1531, 1920)
newfield-col3: ಬೆಳಗಾವಿ ಜಿಲ್ಲೆಯ ಅಂಜಲಿ ನಿಂಬಾಳ್ಕರ್ ವಿಧಾನಸಭಾ ಚುನಾವಣೆಯಲ್ಲಿ ಸೋಲು ಕಂಡಿದ್ದರು. ಅವರನ್ನು ಈ ಬಾರಿ ಉತ್ತರ (664, 981, 936, 1015)
evm-button (986, 1160, 1050, 1202)
lead-photo (341, 278, 912, 515)
shivaraj-headline-red: ನಿರುದ್ಯೋಗಿಯಾಗಬೇಕಿಲ್ಲ (755, 1594, 1050, 1636)
left-rail-rule (16, 1895, 351, 1900)
rai-body: ಲೋಕಸಭಾ ಚುನಾವಣೆಯ ಫಲಿತಾಂಶದಲ್ಲಿ ಬಿಜೆಪಿ ನೈತಿಕವಾಗಿ ಸೋಲು ಕಂಡಿದೆ. ಎನ್‌ಡಿಎ ಮೈತ್ರಿಕೂಟ ಅಧಿಕಾರ ಉಳಿಸಿಕೊಳ್ಳುವ ಸ್ಥಿತಿಗೆ ಬಂದಿದೆ ಎಂದು ಮಾಜಿ ಸಚಿವ ರಮಾನಾಥ ರೈ ಹೇಳಿದ್ದಾರೆ. ಸುದ್ದಿಗೋಷ್ಠಿಯಲ್ಲಿ ಮಾತನಾಡಿದ ಅವರು, ಭಾರೀ ಬಹುಮತದ ಕನಸು ಕಂಡಿದ್ದ ಬಿಜೆಪಿಗೆ ಜನ ತಕ್ಕ ಪಾಠ ಕಲಿಸಿದ್ದಾರೆ. ಇನ್ನು ಮೈತ್ರಿ ಪಕ್ಷಗಳ ಮರ್ಜಿಯಲ್ಲಿ ಸರ್ಕಾರ ನಡೆಸಬೇಕಾದ ಅನಿವಾರ್ಯತೆ ಬಂದಿದೆ ಎಂದರು. ನಮ್ಮ ಒಕ್ಕೂಟದಲ್ಲಿ ಸೋಲಿನ ಹೊಣೆ ಹೊತ್ತು ಯಾರೂ ತಲೆ ತಗ್ಗಿಸುವ ಅಗತ್ಯ ಇಲ್ಲ. ದಕ್ಷಿಣ ಭಾರತದಲ್ಲಿ ಕಾಂಗ್ರೆಸ್ ಬಲ ವೃದ್ಧಿಸಿಕೊಂಡಿದ್ದು, ರಾಜ್ಯದಲ್ಲೂ ಪಕ್ಷ ಸಂಘಟನೆ ಬಲಗೊಳ್ಳಲಿದೆ ಎಂದು ವಿಶ್ವಾಸ ವ್ಯಕ್ತಪಡಿಸಿದರು… (24, 2029, 349, 2229)
rai-headline: ಬಿಜೆಪಿ ನೈತಿಕವಾಗಿ ಸೋತಿದೆ, ಅಧಿಕಾರ ಉಳಿಸಿಕೊಳ್ಳುವ ಸ್ಥಿತಿಗೆ ಬಂದಿದ್ದಾರೆ: ರಮಾನಾಥ ರೈ (17, 1910, 349, 1996)
cyan-swatch-right (1521, 2380, 1534, 2393)
lead-photo-banner: ವಿಶ್ವ ಪರಿಸರ ದಿನಾಚರಣೆ (387, 284, 867, 314)
newfield-photo-speaker-right (1031, 775, 1126, 933)
cmyk-label (1302, 2375, 1365, 2400)
shivaraj-col1: ಬೆಂಗಳೂರು: ನನ್ನ ತಂಗಿಯ ಗಂಡ ಡಾ.ಶಿವರಾಜಕುಮಾರ್ ನಿರುದ್ಯೋಗಿಯಾಗಬೇಕಿಲ್ಲ. ನಮ್ಮೂರ ಜಾತ್ರೆಗಳಲ್ಲಿ ಅರ್ಜಿ ಹಾಕಿಕೊಳ್ಳಬಹುದು ಎಂದು ಕುಮಾರ ಬಂಗಾರಪ್ಪ ಹೇಳಿದ್ದಾರೆ. ಚುನಾವಣಾ ಪ್ರಚಾರದ ವೇಳೆ ನಡೆದ ಮಾತಿನ ಚಕಮಕಿಗೆ ಈಗ ಉತ್ತರ ನೀಡಿದ್ದಾರೆ. ಕರ್ನಾಟಕ ಕಂಡ ಧೀಮಂತ ರಾಜಕಾರಣಿಗೆ, ಬಡವರ ಬಂಧು ಬಂಗಾರಪ್ಪನವರ ಪುತ್ರರ ನಡುವಿನ ವಾಕ್ಸಮರ ಇದೀಗ ಲೋಕಸಭಾ ಫಲಿತಾಂಶದ ನಂತರವೂ ಮುಂದುವರಿದಿದೆ… (368, 1724, 487, 2035)
newfield-col4: ಕನ್ನಡದಿಂದ ಕಣಕ್ಕೆ ಇಳಿಸಲಾಗಿತ್ತು. ಅವರು ಬಿಜೆಪಿಯ ವಿಶ್ವೇಶ್ವರ ಹೆಗಡೆ ಕಾಗೇರಿ ವಿರುದ್ಧ ಸೋಲು ಕಂಡಿದ್ದಾರೆ. (945, 961, 1222, 994)
magenta-swatch-right (1504, 2380, 1517, 2393)
shivaraj-photo (495, 1696, 793, 1895)
nota-byline: ಬದಲಾವಣೆ ಸುದ್ದಿ (796, 1106, 879, 1123)
footer-line1: Edited, printed, Published and Owned by MANJUNATH G. GONDBAL At Vishwa Offset Printers and Publishers, Taluka Panchayath Complex, Koppal - 583 231. (83, 2313, 1458, 2334)
masthead-brand (1043, 24, 1529, 116)
evm-button-2 (986, 1210, 1050, 1252)
shivaraj-portrait (526, 1718, 615, 1874)
crop-mark-horizontal (1536, 2385, 1540, 2386)
cmyk-y: Y (1335, 2375, 1350, 2399)
uttarakhand-photo-minister (185, 1645, 267, 1729)
raut-col1: ಮುಂಬೈ: ಟಿಡಿಪಿ ಅಧ್ಯಕ್ಷ ಚಂದ್ರಬಾಬು ನಾಯ್ಡು ಮತ್ತು ಜೆಡಿಯು ಅಧ್ಯಕ್ಷ ನಿತೀಶ್ ಕುಮಾರ್ ಅವರು, ಸರ್ವಾಧಿಕಾರಿಗಳ ಜೊತೆ ಮೈತ್ರಿ ಬಗ್ಗೆ ಯೋಚಿಸಬೇಕಿದೆ ಎಂದು ಶಿವಸೇನಾ(ಯುಬಿಟಿ) ಬಣದ ನಾಯಕ ಸಂಜಯ್ ರಾವುತ್ ಹೇಳಿದ್ದಾರೆ. ಬಿಜೆಪಿಯನ್ನು ಪರೋಕ್ಷವಾಗಿ ಸರ್ವಾಧಿಕಾರಿ ಎಂದು ಕರೆದಿರುವ ಅವರು, ಕಾಂಗ್ರೆಸ್ ನಾಯಕರ ಜೊತೆಗೂಡಿ ಪುರಸ್ಕಾರಯುತ ಇಂಡಿಯಾ ಒಕ್ಕೂಟ ಸರ್ಕಾರವನ್ನು ಮುನ್ನಡೆಸಬಹುದಾದರೆ ಪ್ರಧಾನಿಯಾಗುವ ಅವಕಾಶ ಸಿಕ್ಕರೆ ಸರ್ಕಾರವನ್ನೂ ಮುನ್ನಡೆಸಬಹುದಾದರೆ… (41, 1196, 288, 1359)
muniyappa-photo (1381, 800, 1531, 950)
raut-headline (32, 1068, 687, 1154)
edition-date: ಜೂನ್ 06-06-2024 (43, 119, 294, 153)
cyan-swatch (32, 2380, 44, 2393)
nota-col1: ಧಾನ್‌ಬಾದ್(ಜಾರ್ಖಂಡ್): ಧಾನ್‌ಬಾದ್ ಲೋಕಸಭಾ ಕ್ಷೇತ್ರದಿಂದ ಸ್ಪರ್ಧಿಸಿದ ಜಾರ್ಖಂಡ್‌ನ ಏಕೈಕ ತೃತೀಯ ಲಿಂಗಿ ಅಭ್ಯರ್ಥಿ ನೋಟಾಗಿಂತಲೂ ಕಡಿಮೆ ಮತಗಳನ್ನು ಪಡೆದಿದ್ದಾರೆ. ಸ್ವತಂತ್ರ ಅಭ್ಯರ್ಥಿಯಾಗಿ ಸ್ಪರ್ಧಿಸಿದ್ದ ಸುನೈನಾ ಕಿನ್ನರ್ ಅವರ ಸ್ಪರ್ಧೆ ಭಾರಿ ಕುತೂಹಲಕ್ಕೆ ಕಾರಣವಾಗಿತ್ತು. ಕಿನ್ನರ್ ಅವರಿಗೆ 3,462 ಮತಗಳು ಬಂದರೆ, ನೋಟಾಗೆ 7,354 ಮತ ಚಲಾವಣೆಯಾಗಿದೆ. “ನಾನು ಪಡೆದ ಮತಗಳ ಬಗ್ಗೆ ಚಿಂತೆ ಇಲ್ಲ. ಜನರ ಆಶೀರ್ವಾದ ನನ್ನ ಮೇಲಿದೆ. ಮುಂದಿನ ಚುನಾವಣೆಯಲ್ಲೂ ಸ್ಪರ್ಧಿಸುತ್ತೇನೆ” ಎಂದು ಪ್ರತಿಕ್ರಿಯಿಸಿದ್ದಾರೆ. ಅವಳು, ಕೃದ್ದವೇ ಕಣ್ಣರಿಗೆ ಡಾ.ರಾಜಕುಮಾರಿ ನಂತರ ಹೆಚ್ಚು ಸಂಗ್ರಹ ಮುಂದುವರಿಸಿದ್ದಾರೆ. (721, 1132, 954, 1350)
cmyk-m: M (1317, 2375, 1335, 2399)
